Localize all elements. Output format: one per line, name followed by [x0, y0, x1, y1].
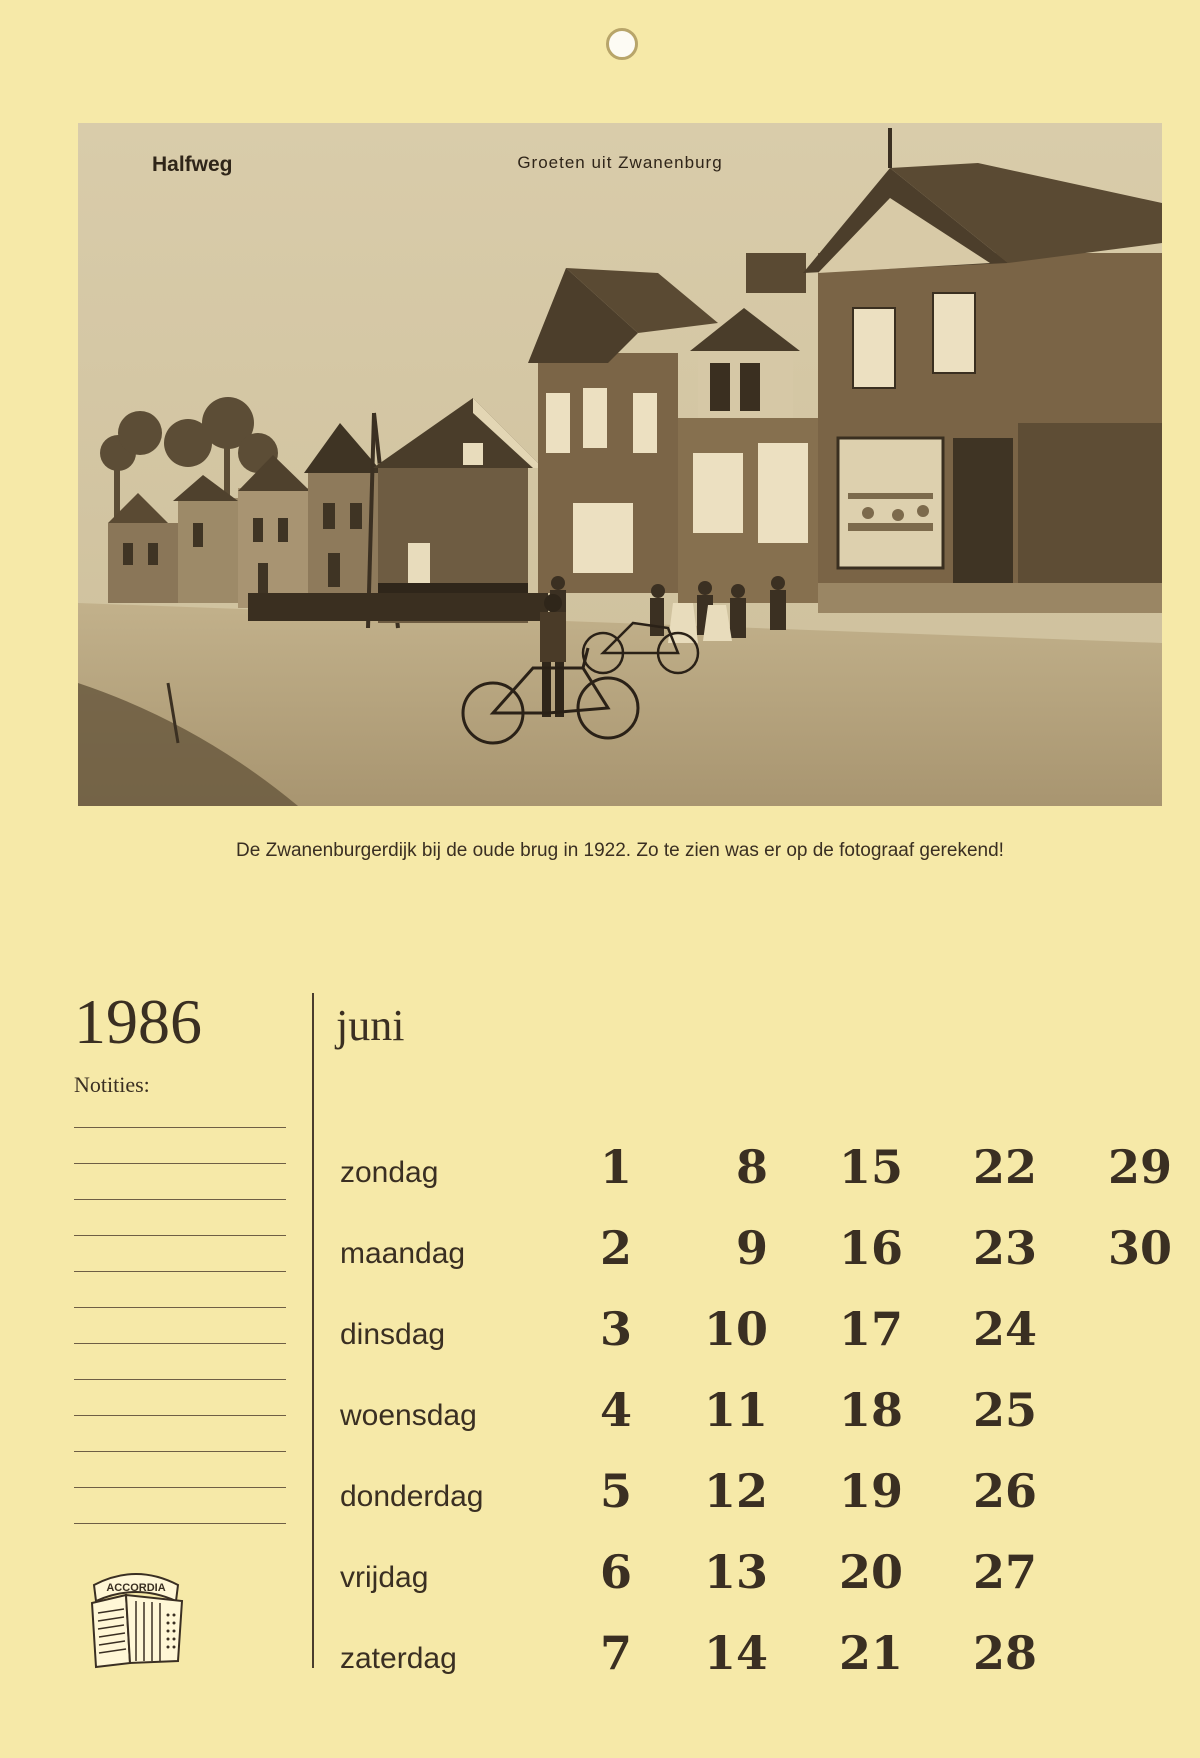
date-cell[interactable]: 8	[735, 1140, 768, 1194]
date-cell[interactable]: 23	[972, 1221, 1037, 1275]
weekday-label: donderdag	[340, 1480, 484, 1513]
note-line[interactable]	[74, 1127, 286, 1128]
date-cell[interactable]: 13	[703, 1545, 768, 1599]
note-line[interactable]	[74, 1523, 286, 1524]
date-cell[interactable]: 1	[599, 1140, 632, 1194]
weekday-label: dinsdag	[340, 1318, 446, 1351]
date-cell[interactable]: 22	[972, 1140, 1037, 1194]
photo-caption: De Zwanenburgerdijk bij de oude brug in 1922. Zo te zien was er op de fotograaf gerekend!	[236, 840, 1004, 861]
date-cell[interactable]: 15	[838, 1140, 903, 1194]
calendar-row-zondag	[0, 1130, 1200, 1194]
date-cell[interactable]: 12	[703, 1464, 768, 1518]
date-cell[interactable]: 6	[599, 1545, 632, 1599]
date-cell[interactable]: 4	[599, 1383, 632, 1437]
note-line[interactable]	[74, 1451, 286, 1452]
calendar-year: 1986	[74, 986, 202, 1057]
date-cell[interactable]: 11	[703, 1383, 768, 1437]
historic-photo	[78, 123, 1162, 806]
date-cell[interactable]: 29	[1107, 1140, 1172, 1194]
weekday-label: woensdag	[340, 1399, 477, 1432]
date-cell[interactable]: 5	[599, 1464, 632, 1518]
date-cell[interactable]: 21	[838, 1626, 903, 1680]
notes-label: Notities:	[74, 1072, 150, 1097]
date-cell[interactable]: 26	[972, 1464, 1037, 1518]
calendar-row-vrijdag	[0, 1535, 1200, 1599]
calendar-row-maandag	[0, 1211, 1200, 1275]
note-line[interactable]	[74, 1199, 286, 1200]
calendar-month: juni	[336, 1001, 405, 1050]
weekday-label: maandag	[340, 1237, 466, 1270]
date-cell[interactable]: 19	[838, 1464, 903, 1518]
calendar-row-zaterdag	[0, 1616, 1200, 1680]
weekday-label: vrijdag	[340, 1561, 429, 1594]
date-cell[interactable]: 28	[972, 1626, 1037, 1680]
weekday-label: zaterdag	[340, 1642, 457, 1675]
calendar-row-donderdag	[0, 1454, 1200, 1518]
date-cell[interactable]: 20	[838, 1545, 903, 1599]
photo-label-halfweg: Halfweg	[152, 153, 233, 176]
date-cell[interactable]: 7	[599, 1626, 632, 1680]
photo-label-greeting: Groeten uit Zwanenburg	[517, 153, 723, 172]
date-cell[interactable]: 9	[735, 1221, 768, 1275]
date-cell[interactable]: 17	[838, 1302, 903, 1356]
date-cell[interactable]: 27	[972, 1545, 1037, 1599]
logo-text: ACCORDIA	[106, 1582, 166, 1594]
date-cell[interactable]: 14	[703, 1626, 768, 1680]
street-scene-illustration	[78, 123, 1162, 806]
note-line[interactable]	[74, 1271, 286, 1272]
date-cell[interactable]: 18	[838, 1383, 903, 1437]
date-cell[interactable]: 30	[1107, 1221, 1172, 1275]
calendar-row-dinsdag	[0, 1292, 1200, 1356]
date-cell[interactable]: 10	[703, 1302, 768, 1356]
date-cell[interactable]: 2	[599, 1221, 632, 1275]
date-cell[interactable]: 3	[599, 1302, 632, 1356]
date-cell[interactable]: 25	[972, 1383, 1037, 1437]
calendar-row-woensdag	[0, 1373, 1200, 1437]
date-cell[interactable]: 16	[838, 1221, 903, 1275]
weekday-label: zondag	[340, 1156, 439, 1189]
date-cell[interactable]: 24	[972, 1302, 1037, 1356]
hanger-hole	[606, 28, 638, 60]
